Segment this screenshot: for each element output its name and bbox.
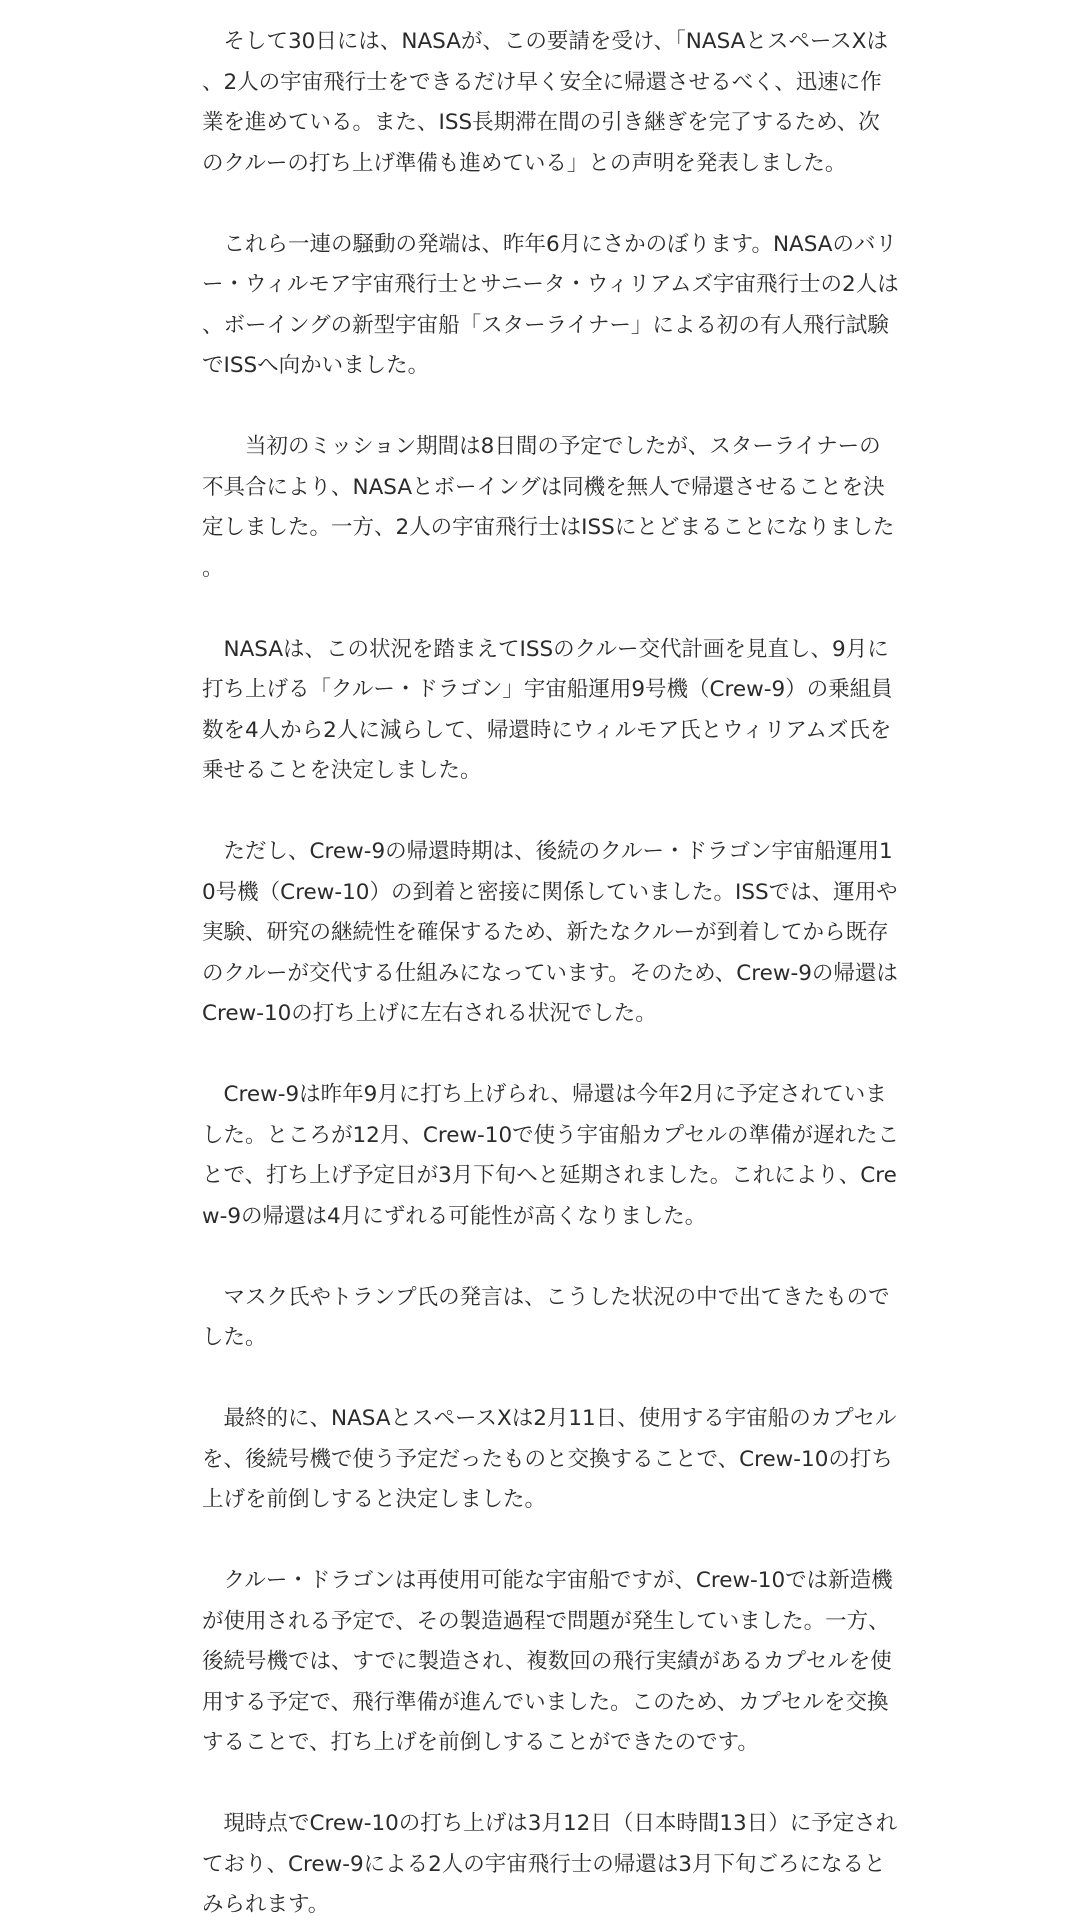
paragraph-crew-rotation: ただし、Crew-9の帰還時期は、後続のクルー・ドラゴン宇宙船運用10号機（Crew-10）の到着と密接に関係していました。ISSでは、運用や実験、研究の継続性を確保するため、新たなクルーが到着してから既存のクルーが交代する仕組みになっています。そのため、Crew-9の帰還はCrew-10の打ち上げに左右される状況でした。 xyxy=(202,839,898,1026)
paragraph-statements-context: マスク氏やトランプ氏の発言は、こうした状況の中で出てきたものでした。 xyxy=(202,1284,890,1350)
paragraph-crew-plan: NASAは、この状況を踏まえてISSのクルー交代計画を見直し、9月に打ち上げる「クルー・ドラゴン」宇宙船運用9号機（Crew-9）の乗組員数を4人から2人に減らして、帰還時にウィルモア氏とウィリアムズ氏を乗せることを決定しました。 xyxy=(202,636,893,783)
paragraph-schedule-delay: Crew-9は昨年9月に打ち上げられ、帰還は今年2月に予定されていました。ところが12月、Crew-10で使う宇宙船カプセルの準備が遅れたことで、打ち上げ予定日が3月下旬へと延期されました。これにより、Crew-9の帰還は4月にずれる可能性が高くなりました。 xyxy=(202,1082,899,1229)
paragraph-mission-period: 当初のミッション期間は8日間の予定でしたが、スターライナーの不具合により、NASAとボーイングは同機を無人で帰還させることを決定しました。一方、2人の宇宙飛行士はISSにとどまることになりました。 xyxy=(202,434,895,581)
paragraph-reusable-capsule: クルー・ドラゴンは再使用可能な宇宙船ですが、Crew-10では新造機が使用される予定で、その製造過程で問題が発生していました。一方、後続号機では、すでに製造され、複数回の飛行実績があるカプセルを使用する予定で、飛行準備が進んでいました。このため、カプセルを交換することで、打ち上げを前倒しすることができたのです。 xyxy=(202,1568,893,1755)
article-body xyxy=(202,22,899,1926)
paragraph-capsule-swap: 最終的に、NASAとスペースXは2月11日、使用する宇宙船のカプセルを、後続号機で使う予定だったものと交換することで、Crew-10の打ち上げを前倒しすると決定しました。 xyxy=(202,1406,897,1512)
paragraph-statement: そして30日には、NASAが、この要請を受け、「NASAとスペースXは、2人の宇宙飛行士をできるだけ早く安全に帰還させるべく、迅速に作業を進めている。また、ISS長期滞在間の引き継ぎを完了するため、次のクルーの打ち上げ準備も進めている」との声明を発表しました。 xyxy=(202,29,888,176)
paragraph-origin: これら一連の騒動の発端は、昨年6月にさかのぼります。NASAのバリー・ウィルモア宇宙飛行士とサニータ・ウィリアムズ宇宙飛行士の2人は、ボーイングの新型宇宙船「スターライナー」による初の有人飛行試験でISSへ向かいました。 xyxy=(202,231,899,378)
paragraph-current-outlook: 現時点でCrew-10の打ち上げは3月12日（日本時間13日）に予定されており、Crew-9による2人の宇宙飛行士の帰還は3月下旬ごろになるとみられます。 xyxy=(202,1811,898,1917)
